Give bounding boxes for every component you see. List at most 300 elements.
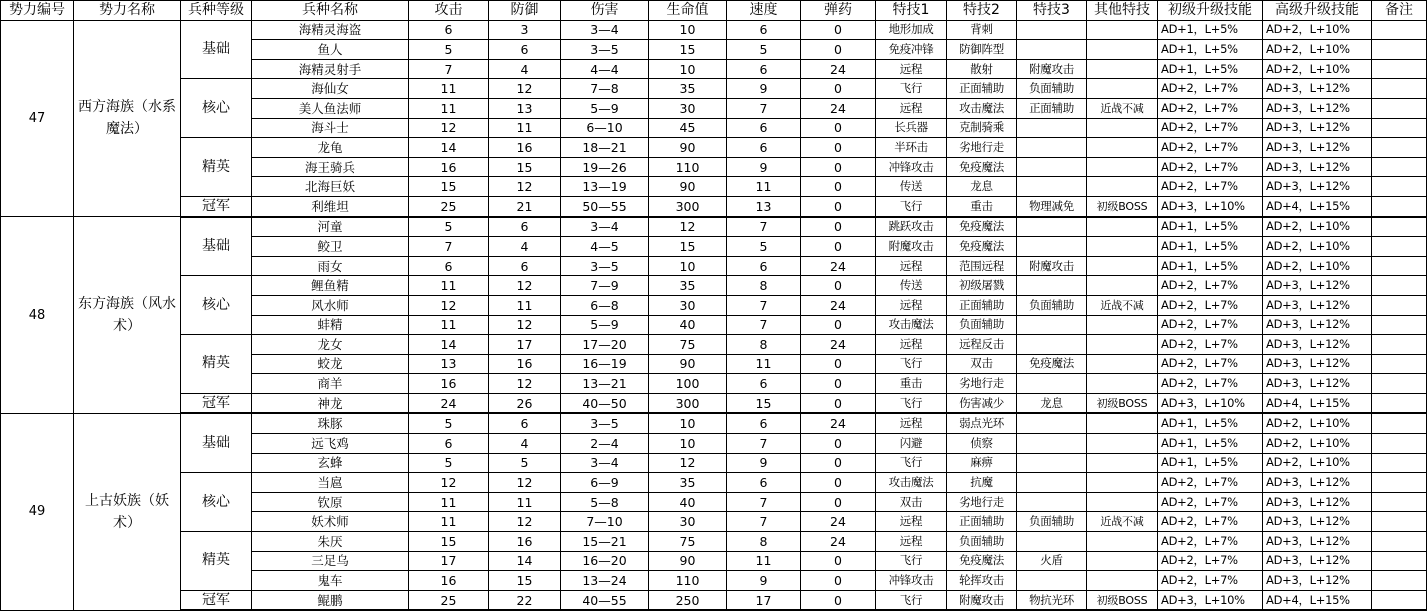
cell-skill1[interactable]: 重击 [876,374,947,394]
cell-unit-name[interactable]: 当扈 [252,473,409,493]
cell-notes[interactable] [1372,532,1427,552]
cell-other-skill[interactable] [1087,237,1158,257]
faction-id[interactable]: 47 [1,20,74,216]
cell-skill1[interactable]: 冲锋攻击 [876,571,947,591]
cell-notes[interactable] [1372,256,1427,276]
cell-damage[interactable]: 40—55 [561,590,649,610]
cell-other-skill[interactable]: 初级BOSS [1087,590,1158,610]
cell-unit-name[interactable]: 玄蜂 [252,453,409,473]
cell-basic-upgrade[interactable]: AD+2，L+7% [1158,276,1263,296]
cell-notes[interactable] [1372,374,1427,394]
cell-skill1[interactable]: 远程 [876,413,947,433]
cell-defense[interactable]: 6 [489,256,561,276]
cell-ammo[interactable]: 0 [801,276,876,296]
cell-other-skill[interactable] [1087,335,1158,355]
cell-skill1[interactable]: 飞行 [876,354,947,374]
cell-damage[interactable]: 16—19 [561,354,649,374]
cell-attack[interactable]: 25 [409,590,489,610]
cell-speed[interactable]: 5 [727,40,801,60]
cell-defense[interactable]: 3 [489,20,561,40]
cell-hp[interactable]: 30 [649,512,727,532]
cell-other-skill[interactable] [1087,434,1158,454]
cell-advanced-upgrade[interactable]: AD+3，L+12% [1263,157,1372,177]
cell-notes[interactable] [1372,79,1427,99]
cell-damage[interactable]: 13—19 [561,177,649,197]
cell-speed[interactable]: 6 [727,20,801,40]
cell-attack[interactable]: 16 [409,157,489,177]
cell-ammo[interactable]: 0 [801,138,876,158]
cell-notes[interactable] [1372,118,1427,138]
cell-unit-name[interactable]: 鲤鱼精 [252,276,409,296]
header-col-attack[interactable]: 攻击 [409,1,489,21]
cell-attack[interactable]: 7 [409,59,489,79]
cell-attack[interactable]: 14 [409,138,489,158]
cell-advanced-upgrade[interactable]: AD+3，L+12% [1263,118,1372,138]
cell-hp[interactable]: 100 [649,374,727,394]
cell-hp[interactable]: 10 [649,413,727,433]
cell-damage[interactable]: 5—9 [561,315,649,335]
cell-attack[interactable]: 11 [409,98,489,118]
cell-ammo[interactable]: 0 [801,315,876,335]
cell-defense[interactable]: 12 [489,315,561,335]
cell-ammo[interactable]: 0 [801,374,876,394]
cell-notes[interactable] [1372,20,1427,40]
cell-skill2[interactable]: 龙息 [947,177,1017,197]
cell-ammo[interactable]: 0 [801,492,876,512]
cell-speed[interactable]: 7 [727,217,801,237]
cell-skill2[interactable]: 轮挥攻击 [947,571,1017,591]
cell-notes[interactable] [1372,335,1427,355]
tier-elite[interactable]: 精英 [181,335,252,394]
cell-basic-upgrade[interactable]: AD+2，L+7% [1158,354,1263,374]
cell-ammo[interactable]: 0 [801,177,876,197]
faction-id[interactable]: 49 [1,413,74,610]
cell-speed[interactable]: 9 [727,157,801,177]
cell-defense[interactable]: 12 [489,79,561,99]
cell-skill2[interactable]: 背刺 [947,20,1017,40]
cell-defense[interactable]: 11 [489,295,561,315]
cell-basic-upgrade[interactable]: AD+1，L+5% [1158,237,1263,257]
cell-advanced-upgrade[interactable]: AD+3，L+12% [1263,512,1372,532]
cell-skill1[interactable]: 远程 [876,512,947,532]
cell-unit-name[interactable]: 北海巨妖 [252,177,409,197]
cell-ammo[interactable]: 24 [801,512,876,532]
cell-notes[interactable] [1372,590,1427,610]
cell-notes[interactable] [1372,196,1427,216]
cell-other-skill[interactable] [1087,138,1158,158]
cell-hp[interactable]: 10 [649,434,727,454]
cell-skill2[interactable]: 初级屠戮 [947,276,1017,296]
cell-hp[interactable]: 35 [649,473,727,493]
cell-attack[interactable]: 7 [409,237,489,257]
cell-defense[interactable]: 12 [489,177,561,197]
cell-skill2[interactable]: 负面辅助 [947,532,1017,552]
cell-skill3[interactable] [1017,217,1087,237]
cell-advanced-upgrade[interactable]: AD+3，L+12% [1263,295,1372,315]
tier-champion[interactable]: 冠军 [181,196,252,216]
cell-ammo[interactable]: 0 [801,217,876,237]
cell-hp[interactable]: 90 [649,551,727,571]
cell-other-skill[interactable] [1087,79,1158,99]
cell-other-skill[interactable]: 初级BOSS [1087,393,1158,413]
cell-advanced-upgrade[interactable]: AD+3，L+12% [1263,532,1372,552]
cell-hp[interactable]: 40 [649,492,727,512]
cell-ammo[interactable]: 0 [801,590,876,610]
cell-defense[interactable]: 15 [489,571,561,591]
cell-attack[interactable]: 16 [409,374,489,394]
cell-ammo[interactable]: 0 [801,40,876,60]
cell-basic-upgrade[interactable]: AD+1，L+5% [1158,59,1263,79]
cell-skill3[interactable] [1017,276,1087,296]
cell-skill3[interactable] [1017,434,1087,454]
cell-skill3[interactable] [1017,20,1087,40]
cell-attack[interactable]: 5 [409,413,489,433]
cell-speed[interactable]: 7 [727,434,801,454]
cell-hp[interactable]: 30 [649,295,727,315]
cell-unit-name[interactable]: 海仙女 [252,79,409,99]
cell-basic-upgrade[interactable]: AD+2，L+7% [1158,315,1263,335]
cell-ammo[interactable]: 24 [801,59,876,79]
cell-skill3[interactable] [1017,40,1087,60]
cell-skill1[interactable]: 远程 [876,532,947,552]
cell-defense[interactable]: 11 [489,118,561,138]
tier-core[interactable]: 核心 [181,79,252,138]
cell-other-skill[interactable] [1087,413,1158,433]
cell-speed[interactable]: 8 [727,532,801,552]
faction-name[interactable]: 东方海族（风水术） [74,217,181,414]
cell-skill2[interactable]: 克制骑乘 [947,118,1017,138]
cell-skill3[interactable] [1017,118,1087,138]
header-col-ammo[interactable]: 弹药 [801,1,876,21]
cell-skill1[interactable]: 飞行 [876,551,947,571]
cell-attack[interactable]: 13 [409,354,489,374]
cell-attack[interactable]: 5 [409,217,489,237]
cell-ammo[interactable]: 0 [801,118,876,138]
cell-advanced-upgrade[interactable]: AD+2，L+10% [1263,434,1372,454]
cell-basic-upgrade[interactable]: AD+2，L+7% [1158,295,1263,315]
cell-notes[interactable] [1372,315,1427,335]
cell-defense[interactable]: 6 [489,413,561,433]
cell-skill2[interactable]: 劣地行走 [947,492,1017,512]
cell-defense[interactable]: 15 [489,157,561,177]
cell-unit-name[interactable]: 龙女 [252,335,409,355]
cell-basic-upgrade[interactable]: AD+2，L+7% [1158,118,1263,138]
cell-speed[interactable]: 6 [727,256,801,276]
cell-defense[interactable]: 11 [489,492,561,512]
cell-defense[interactable]: 4 [489,237,561,257]
cell-skill3[interactable]: 物理减免 [1017,196,1087,216]
cell-attack[interactable]: 6 [409,256,489,276]
tier-core[interactable]: 核心 [181,276,252,335]
cell-attack[interactable]: 5 [409,40,489,60]
cell-hp[interactable]: 90 [649,177,727,197]
cell-speed[interactable]: 7 [727,315,801,335]
cell-advanced-upgrade[interactable]: AD+3，L+12% [1263,354,1372,374]
cell-skill1[interactable]: 免疫冲锋 [876,40,947,60]
cell-other-skill[interactable]: 近战不减 [1087,512,1158,532]
cell-ammo[interactable]: 0 [801,354,876,374]
cell-ammo[interactable]: 0 [801,20,876,40]
cell-basic-upgrade[interactable]: AD+2，L+7% [1158,335,1263,355]
cell-hp[interactable]: 75 [649,532,727,552]
cell-skill1[interactable]: 附魔攻击 [876,237,947,257]
cell-advanced-upgrade[interactable]: AD+3，L+12% [1263,79,1372,99]
cell-defense[interactable]: 6 [489,40,561,60]
cell-damage[interactable]: 3—4 [561,20,649,40]
cell-speed[interactable]: 9 [727,79,801,99]
tier-basic[interactable]: 基础 [181,20,252,79]
cell-skill2[interactable]: 附魔攻击 [947,590,1017,610]
header-col-unit-name[interactable]: 兵种名称 [252,1,409,21]
cell-notes[interactable] [1372,354,1427,374]
cell-other-skill[interactable] [1087,118,1158,138]
cell-hp[interactable]: 15 [649,40,727,60]
cell-damage[interactable]: 50—55 [561,196,649,216]
cell-defense[interactable]: 14 [489,551,561,571]
cell-skill1[interactable]: 跳跃攻击 [876,217,947,237]
cell-ammo[interactable]: 24 [801,256,876,276]
cell-basic-upgrade[interactable]: AD+2，L+7% [1158,374,1263,394]
cell-advanced-upgrade[interactable]: AD+3，L+12% [1263,177,1372,197]
cell-unit-name[interactable]: 钦原 [252,492,409,512]
cell-hp[interactable]: 110 [649,157,727,177]
cell-damage[interactable]: 16—20 [561,551,649,571]
cell-other-skill[interactable] [1087,354,1158,374]
cell-notes[interactable] [1372,59,1427,79]
cell-attack[interactable]: 17 [409,551,489,571]
cell-advanced-upgrade[interactable]: AD+2，L+10% [1263,40,1372,60]
cell-other-skill[interactable]: 近战不减 [1087,295,1158,315]
cell-skill1[interactable]: 半环击 [876,138,947,158]
cell-notes[interactable] [1372,453,1427,473]
cell-damage[interactable]: 3—4 [561,217,649,237]
cell-hp[interactable]: 10 [649,59,727,79]
cell-other-skill[interactable] [1087,551,1158,571]
cell-damage[interactable]: 3—4 [561,453,649,473]
cell-notes[interactable] [1372,393,1427,413]
cell-attack[interactable]: 12 [409,473,489,493]
cell-hp[interactable]: 90 [649,354,727,374]
cell-basic-upgrade[interactable]: AD+2，L+7% [1158,98,1263,118]
cell-skill1[interactable]: 传送 [876,276,947,296]
cell-speed[interactable]: 9 [727,571,801,591]
cell-skill1[interactable]: 远程 [876,335,947,355]
cell-attack[interactable]: 6 [409,20,489,40]
cell-ammo[interactable]: 24 [801,295,876,315]
cell-speed[interactable]: 6 [727,473,801,493]
cell-other-skill[interactable] [1087,453,1158,473]
cell-defense[interactable]: 12 [489,512,561,532]
cell-damage[interactable]: 40—50 [561,393,649,413]
cell-hp[interactable]: 35 [649,79,727,99]
cell-other-skill[interactable] [1087,532,1158,552]
cell-defense[interactable]: 17 [489,335,561,355]
cell-skill1[interactable]: 长兵器 [876,118,947,138]
cell-skill2[interactable]: 劣地行走 [947,374,1017,394]
cell-hp[interactable]: 90 [649,138,727,158]
cell-defense[interactable]: 22 [489,590,561,610]
cell-skill3[interactable] [1017,473,1087,493]
cell-notes[interactable] [1372,434,1427,454]
cell-basic-upgrade[interactable]: AD+3，L+10% [1158,393,1263,413]
cell-other-skill[interactable] [1087,571,1158,591]
cell-other-skill[interactable] [1087,177,1158,197]
cell-skill2[interactable]: 侦察 [947,434,1017,454]
cell-speed[interactable]: 6 [727,374,801,394]
cell-unit-name[interactable]: 鲛卫 [252,237,409,257]
cell-speed[interactable]: 6 [727,59,801,79]
cell-notes[interactable] [1372,157,1427,177]
cell-skill1[interactable]: 闪避 [876,434,947,454]
cell-basic-upgrade[interactable]: AD+1，L+5% [1158,413,1263,433]
cell-skill2[interactable]: 免疫魔法 [947,157,1017,177]
cell-ammo[interactable]: 0 [801,473,876,493]
cell-skill3[interactable] [1017,571,1087,591]
cell-skill3[interactable] [1017,532,1087,552]
cell-other-skill[interactable] [1087,473,1158,493]
cell-skill2[interactable]: 远程反击 [947,335,1017,355]
cell-damage[interactable]: 7—8 [561,79,649,99]
cell-ammo[interactable]: 24 [801,98,876,118]
cell-hp[interactable]: 75 [649,335,727,355]
cell-skill1[interactable]: 远程 [876,295,947,315]
cell-skill3[interactable] [1017,492,1087,512]
cell-defense[interactable]: 6 [489,217,561,237]
cell-damage[interactable]: 3—5 [561,40,649,60]
cell-basic-upgrade[interactable]: AD+3，L+10% [1158,196,1263,216]
cell-unit-name[interactable]: 远飞鸡 [252,434,409,454]
tier-elite[interactable]: 精英 [181,138,252,197]
cell-advanced-upgrade[interactable]: AD+3，L+12% [1263,138,1372,158]
cell-unit-name[interactable]: 鬼车 [252,571,409,591]
cell-attack[interactable]: 14 [409,335,489,355]
cell-defense[interactable]: 5 [489,453,561,473]
cell-basic-upgrade[interactable]: AD+3，L+10% [1158,590,1263,610]
cell-other-skill[interactable] [1087,315,1158,335]
cell-notes[interactable] [1372,551,1427,571]
cell-skill1[interactable]: 传送 [876,177,947,197]
cell-speed[interactable]: 15 [727,393,801,413]
header-col-damage[interactable]: 伤害 [561,1,649,21]
cell-hp[interactable]: 35 [649,276,727,296]
header-col-defense[interactable]: 防御 [489,1,561,21]
cell-unit-name[interactable]: 海王骑兵 [252,157,409,177]
cell-basic-upgrade[interactable]: AD+2，L+7% [1158,532,1263,552]
cell-unit-name[interactable]: 雨女 [252,256,409,276]
cell-defense[interactable]: 13 [489,98,561,118]
header-col-other-skill[interactable]: 其他特技 [1087,1,1158,21]
cell-skill2[interactable]: 免疫魔法 [947,551,1017,571]
header-col-advanced-upgrade[interactable]: 高级升级技能 [1263,1,1372,21]
cell-basic-upgrade[interactable]: AD+2，L+7% [1158,571,1263,591]
cell-skill3[interactable]: 附魔攻击 [1017,256,1087,276]
cell-ammo[interactable]: 0 [801,434,876,454]
cell-advanced-upgrade[interactable]: AD+2，L+10% [1263,453,1372,473]
cell-defense[interactable]: 12 [489,374,561,394]
cell-defense[interactable]: 12 [489,276,561,296]
cell-basic-upgrade[interactable]: AD+1，L+5% [1158,217,1263,237]
cell-basic-upgrade[interactable]: AD+2，L+7% [1158,157,1263,177]
cell-hp[interactable]: 10 [649,20,727,40]
header-col-speed[interactable]: 速度 [727,1,801,21]
cell-other-skill[interactable] [1087,276,1158,296]
cell-defense[interactable]: 26 [489,393,561,413]
cell-basic-upgrade[interactable]: AD+2，L+7% [1158,138,1263,158]
tier-basic[interactable]: 基础 [181,217,252,276]
cell-defense[interactable]: 12 [489,473,561,493]
cell-attack[interactable]: 11 [409,276,489,296]
cell-damage[interactable]: 19—26 [561,157,649,177]
cell-damage[interactable]: 17—20 [561,335,649,355]
cell-skill2[interactable]: 散射 [947,59,1017,79]
cell-speed[interactable]: 6 [727,118,801,138]
cell-speed[interactable]: 11 [727,354,801,374]
cell-unit-name[interactable]: 妖术师 [252,512,409,532]
cell-notes[interactable] [1372,217,1427,237]
cell-defense[interactable]: 16 [489,138,561,158]
cell-skill3[interactable] [1017,138,1087,158]
faction-name[interactable]: 西方海族（水系魔法） [74,20,181,216]
cell-unit-name[interactable]: 龙龟 [252,138,409,158]
cell-attack[interactable]: 11 [409,79,489,99]
header-col-tier[interactable]: 兵种等级 [181,1,252,21]
header-col-skill1[interactable]: 特技1 [876,1,947,21]
cell-skill2[interactable]: 负面辅助 [947,315,1017,335]
cell-skill3[interactable]: 正面辅助 [1017,98,1087,118]
header-col-faction-name[interactable]: 势力名称 [74,1,181,21]
cell-ammo[interactable]: 0 [801,79,876,99]
cell-defense[interactable]: 21 [489,196,561,216]
cell-other-skill[interactable]: 初级BOSS [1087,196,1158,216]
cell-skill2[interactable]: 伤害减少 [947,393,1017,413]
cell-basic-upgrade[interactable]: AD+2，L+7% [1158,79,1263,99]
cell-attack[interactable]: 15 [409,177,489,197]
cell-basic-upgrade[interactable]: AD+2，L+7% [1158,492,1263,512]
cell-skill2[interactable]: 双击 [947,354,1017,374]
cell-unit-name[interactable]: 三足乌 [252,551,409,571]
cell-unit-name[interactable]: 河童 [252,217,409,237]
cell-advanced-upgrade[interactable]: AD+2，L+10% [1263,20,1372,40]
cell-ammo[interactable]: 0 [801,237,876,257]
cell-damage[interactable]: 7—10 [561,512,649,532]
cell-damage[interactable]: 6—9 [561,473,649,493]
header-col-hp[interactable]: 生命值 [649,1,727,21]
cell-defense[interactable]: 4 [489,59,561,79]
cell-speed[interactable]: 5 [727,237,801,257]
header-col-skill3[interactable]: 特技3 [1017,1,1087,21]
cell-speed[interactable]: 17 [727,590,801,610]
cell-advanced-upgrade[interactable]: AD+3，L+12% [1263,571,1372,591]
cell-skill1[interactable]: 远程 [876,98,947,118]
cell-unit-name[interactable]: 蚌精 [252,315,409,335]
cell-skill3[interactable]: 负面辅助 [1017,512,1087,532]
cell-skill1[interactable]: 飞行 [876,79,947,99]
cell-basic-upgrade[interactable]: AD+2，L+7% [1158,551,1263,571]
cell-skill3[interactable] [1017,335,1087,355]
cell-speed[interactable]: 7 [727,492,801,512]
cell-damage[interactable]: 2—4 [561,434,649,454]
cell-hp[interactable]: 110 [649,571,727,591]
cell-advanced-upgrade[interactable]: AD+2，L+10% [1263,59,1372,79]
cell-speed[interactable]: 8 [727,335,801,355]
cell-hp[interactable]: 12 [649,453,727,473]
cell-advanced-upgrade[interactable]: AD+4，L+15% [1263,590,1372,610]
cell-basic-upgrade[interactable]: AD+1，L+5% [1158,40,1263,60]
cell-skill1[interactable]: 远程 [876,59,947,79]
tier-core[interactable]: 核心 [181,473,252,532]
cell-notes[interactable] [1372,276,1427,296]
cell-attack[interactable]: 24 [409,393,489,413]
